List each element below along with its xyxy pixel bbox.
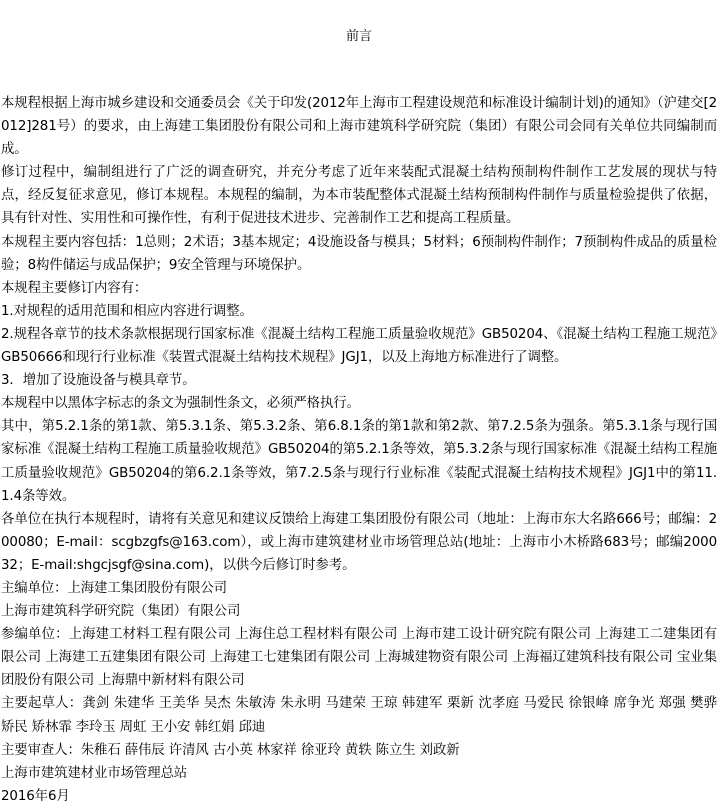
main-reviewers: 主要审查人：朱稚石 薛伟辰 许清风 古小英 林家祥 徐亚玲 黄轶 陈立生 刘政新 (1, 742, 460, 758)
issue-date: 2016年6月 (1, 788, 70, 804)
participating-units: 参编单位：上海建工材料工程有限公司 上海住总工程材料有限公司 上海市建工设计研究院有限公司 上海建工二建集团有限公司 上海建工五建集团有限公司 上海建工七建集团有限公司 上海城建物资有限公司 上海福辽建筑科技有限公司 宝业集团股份有限公司 上海鼎中新材料有限公司 (1, 627, 717, 689)
chief-editor-unit: 主编单位：上海建工集团股份有限公司 (1, 580, 227, 596)
paragraph-basis: 本规程根据上海市城乡建设和交通委员会《关于印发(2012年上海市工程建设规范和标准设计编制计划)的通知》（沪建交[2012]281号）的要求，由上海建工集团股份有限公司和上海市建筑科学研究院（集团）有限公司会同有关单位共同编制而成。 (1, 96, 717, 158)
paragraph-feedback-contact: 各单位在执行本规程时，请将有关意见和建议反馈给上海建工集团股份有限公司（地址：上海市东大名路666号；邮编：200080；E-mail：scgbzgfs@163.com），或上海市建筑建材业市场管理总站(地址：上海市小木桥路683号；邮编200032；E-mail:shgcjsgf@sina.com)，以供今后修订时参考。 (1, 511, 717, 573)
main-drafters: 主要起草人：龚剑 朱建华 王美华 吴杰 朱敏涛 朱永明 马建荣 王琼 韩建军 栗新 沈孝庭 马爱民 徐银峰 席争光 郑强 樊骅 矫民 矫林霏 李玲玉 周虹 王小安 韩红娟 邱迪 (1, 696, 717, 735)
page-title: 前言 (345, 29, 372, 44)
paragraph-mandatory-note: 本规程中以黑体字标志的条文为强制性条文，必须严格执行。 (1, 396, 360, 412)
revision-item-1: 1.对规程的适用范围和相应内容进行调整。 (1, 303, 253, 319)
paragraph-revision-process: 修订过程中，编制组进行了广泛的调查研究，并充分考虑了近年来装配式混凝土结构预制构件制作工艺发展的现状与特点，经反复征求意见，修订本规程。本规程的编制，为本市装配整体式混凝土结构预制构件制作与质量检验提供了依据，具有针对性、实用性和可操作性，有利于促进技术进步、完善制作工艺和提高工程质量。 (1, 165, 717, 227)
paragraph-revision-heading: 本规程主要修订内容有： (1, 280, 148, 296)
paragraph-mandatory-clauses: 其中，第5.2.1条的第1款、第5.3.1条、第5.3.2条、第6.8.1条的第1款和第2款、第7.2.5条为强条。第5.3.1条与现行国家标准《混凝土结构工程施工质量验收规范》GB50204的第5.2.1条等效，第5.3.2条与现行国家标准《混凝土结构工程施工质量验收规范》GB50204的第6.2.1条等效，第7.2.5条与现行行业标准《装配式混凝土结构技术规程》JGJ1中的第11.1.4条等效。 (1, 419, 717, 504)
issuing-organization: 上海市建筑建材业市场管理总站 (1, 765, 188, 781)
document-body (1, 92, 717, 808)
revision-item-3: 3．增加了设施设备与模具章节。 (1, 373, 196, 389)
revision-item-2: 2.规程各章节的技术条款根据现行国家标准《混凝土结构工程施工质量验收规范》GB50204、《混凝土结构工程施工规范》GB50666和现行行业标准《装置式混凝土结构技术规程》JGJ1，以及上海地方标准进行了调整。 (1, 326, 717, 366)
paragraph-main-contents: 本规程主要内容包括：1总则；2术语；3基本规定；4设施设备与模具；5材料；6预制构件制作；7预制构件成品的质量检验；8构件储运与成品保护；9安全管理与环境保护。 (1, 234, 717, 273)
chief-editor-unit-2: 上海市建筑科学研究院（集团）有限公司 (1, 604, 241, 620)
